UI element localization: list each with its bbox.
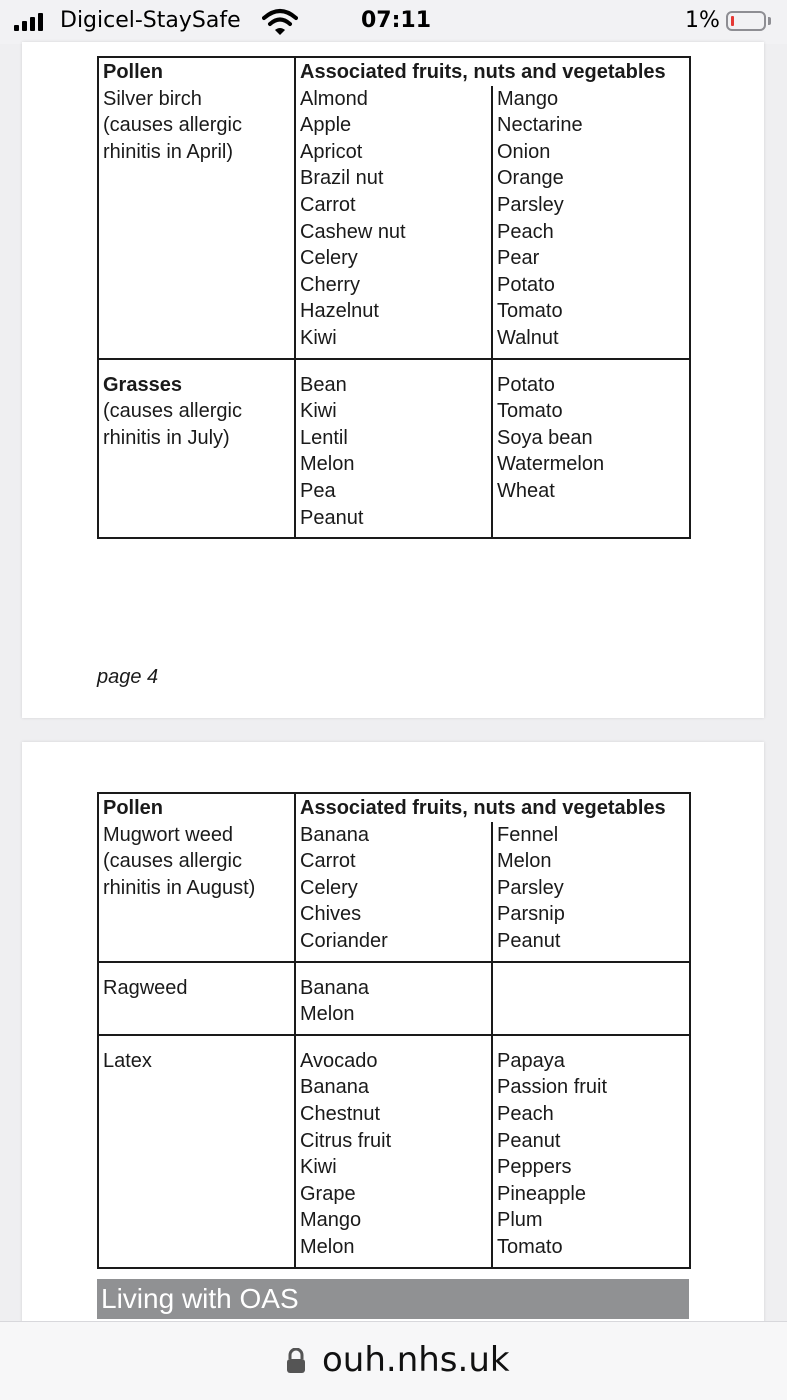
food-item: Pineapple	[497, 1182, 586, 1205]
food-item: Grape	[300, 1182, 356, 1205]
food-item: Hazelnut	[300, 300, 379, 323]
foods-column-2	[492, 962, 690, 1035]
foods-column-2	[492, 359, 690, 539]
food-item: Wheat	[497, 479, 555, 502]
food-item: Fennel	[497, 823, 559, 846]
clock: 07:11	[361, 8, 432, 33]
food-item: Potato	[497, 373, 555, 396]
food-item: Kiwi	[300, 400, 337, 423]
cellular-signal-icon	[14, 13, 43, 31]
foods-column-1	[295, 86, 492, 359]
food-item: Lentil	[300, 426, 348, 449]
food-item: Orange	[497, 167, 564, 190]
pollen-cell	[98, 86, 295, 359]
food-item: Kiwi	[300, 1156, 337, 1179]
table-row-silver-birch	[98, 86, 690, 359]
foods-column-2	[492, 86, 690, 359]
food-item: Watermelon	[497, 453, 605, 476]
food-item: Passion fruit	[497, 1076, 608, 1099]
food-item: Peach	[497, 1102, 554, 1125]
food-item: Melon	[497, 850, 552, 873]
food-item: Avocado	[300, 1049, 378, 1072]
pollen-cell	[98, 962, 295, 1035]
pollen-note: (causes allergic	[103, 400, 242, 423]
url-text[interactable]: ouh.nhs.uk	[322, 1340, 510, 1380]
food-item: Walnut	[497, 326, 559, 349]
food-item: Papaya	[497, 1049, 565, 1072]
pollen-note: rhinitis in July)	[103, 426, 230, 449]
food-item: Parsnip	[497, 903, 565, 926]
food-item: Brazil nut	[300, 167, 384, 190]
foods-column-1	[295, 359, 492, 539]
pollen-cell	[98, 822, 295, 962]
wifi-icon	[262, 8, 298, 36]
food-item: Coriander	[300, 929, 388, 952]
pollen-name: Silver birch	[103, 87, 202, 110]
pollen-food-table-2	[97, 792, 691, 1269]
foods-column-2	[492, 822, 690, 962]
pollen-name: Ragweed	[103, 976, 188, 999]
food-item: Banana	[300, 1076, 369, 1099]
food-item: Almond	[300, 87, 368, 110]
foods-column-1	[295, 962, 492, 1035]
food-item: Bean	[300, 373, 347, 396]
pollen-food-table-1	[97, 56, 691, 539]
table-row-ragweed	[98, 962, 690, 1035]
food-item: Peanut	[300, 506, 364, 529]
pollen-note: (causes allergic	[103, 850, 242, 873]
pollen-cell	[98, 359, 295, 539]
section-heading-banner: Living with OAS	[97, 1279, 689, 1319]
pollen-cell	[98, 1035, 295, 1268]
food-item: Apple	[300, 114, 352, 137]
food-item: Citrus fruit	[300, 1129, 392, 1152]
pollen-header: Pollen	[98, 57, 295, 86]
food-item: Pea	[300, 479, 336, 502]
carrier-name: Digicel-StaySafe	[60, 8, 241, 33]
food-item: Celery	[300, 876, 358, 899]
food-item: Chestnut	[300, 1102, 381, 1125]
page-number: page 4	[97, 666, 159, 688]
food-item: Chives	[300, 903, 362, 926]
foods-column-1	[295, 1035, 492, 1268]
food-item: Tomato	[497, 400, 563, 423]
battery-icon	[726, 11, 766, 31]
pollen-name: Latex	[103, 1049, 152, 1072]
food-item: Melon	[300, 1003, 355, 1026]
food-item: Potato	[497, 273, 555, 296]
food-item: Tomato	[497, 1235, 563, 1258]
browser-url-bar[interactable]	[0, 1321, 787, 1400]
food-item: Tomato	[497, 300, 563, 323]
pollen-header: Pollen	[98, 793, 295, 822]
associated-header: Associated fruits, nuts and vegetables	[295, 57, 690, 86]
table-row-latex	[98, 1035, 690, 1268]
food-item: Nectarine	[497, 114, 583, 137]
associated-header: Associated fruits, nuts and vegetables	[295, 793, 690, 822]
document-page-4	[22, 42, 764, 718]
food-item: Cashew nut	[300, 220, 406, 243]
food-item: Onion	[497, 140, 551, 163]
food-item: Carrot	[300, 850, 356, 873]
food-item: Mango	[497, 87, 559, 110]
food-item: Plum	[497, 1209, 543, 1232]
pollen-note: (causes allergic	[103, 114, 242, 137]
food-item: Kiwi	[300, 326, 337, 349]
food-item: Banana	[300, 976, 369, 999]
battery-tip	[768, 17, 771, 25]
food-item: Parsley	[497, 876, 564, 899]
foods-column-1	[295, 822, 492, 962]
pollen-name: Grasses	[103, 373, 182, 396]
foods-column-2	[492, 1035, 690, 1268]
food-item: Mango	[300, 1209, 362, 1232]
food-item: Peanut	[497, 929, 561, 952]
food-item: Carrot	[300, 193, 356, 216]
food-item: Pear	[497, 247, 540, 270]
lock-icon	[286, 1348, 306, 1374]
pollen-note: rhinitis in August)	[103, 876, 256, 899]
food-item: Banana	[300, 823, 369, 846]
food-item: Apricot	[300, 140, 363, 163]
food-item: Celery	[300, 247, 358, 270]
food-item: Peanut	[497, 1129, 561, 1152]
food-item: Cherry	[300, 273, 361, 296]
food-item: Soya bean	[497, 426, 593, 449]
food-item: Parsley	[497, 193, 564, 216]
status-bar	[0, 0, 787, 44]
pollen-note: rhinitis in April)	[103, 140, 234, 163]
table-row-grasses	[98, 359, 690, 539]
battery-percentage: 1%	[685, 8, 720, 33]
food-item: Peach	[497, 220, 554, 243]
food-item: Peppers	[497, 1156, 572, 1179]
food-item: Melon	[300, 1235, 355, 1258]
document-page-5	[22, 742, 764, 1382]
table-row-mugwort	[98, 822, 690, 962]
pollen-name: Mugwort weed	[103, 823, 234, 846]
food-item: Melon	[300, 453, 355, 476]
